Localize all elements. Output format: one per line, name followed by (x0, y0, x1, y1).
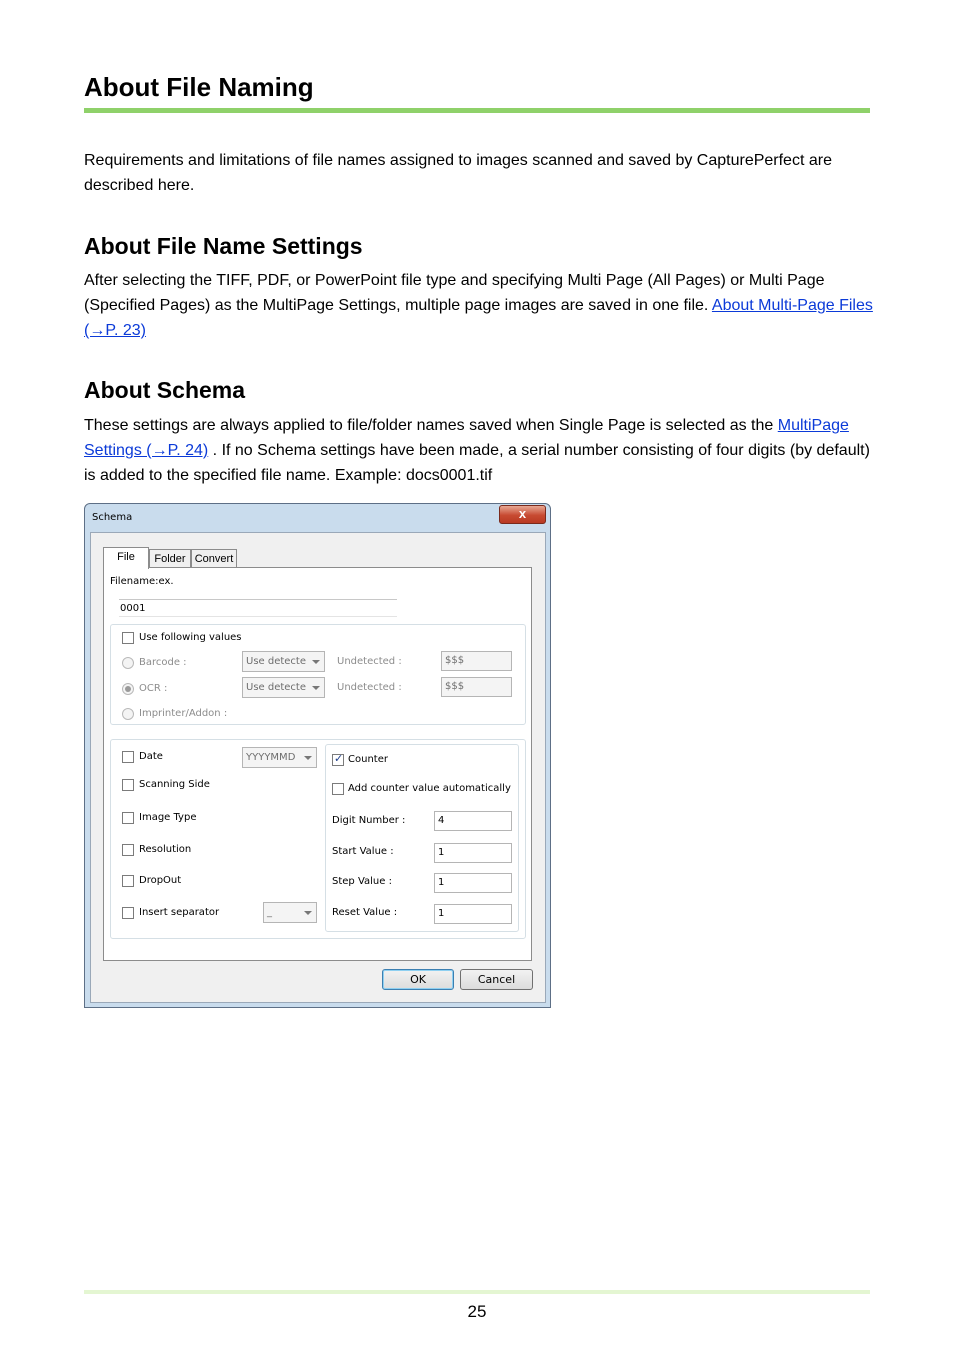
imprinter-label: Imprinter/Addon : (139, 708, 228, 719)
section-heading-about-schema: About Schema (84, 377, 246, 403)
ocr-combo[interactable] (242, 677, 325, 698)
filename-example-label: Filename:ex. (110, 576, 174, 587)
ocr-radio[interactable] (122, 683, 134, 695)
ok-button[interactable]: OK (382, 969, 454, 990)
start-value-label: Start Value : (332, 846, 394, 857)
ocr-undetected-input[interactable]: $$$ (441, 677, 512, 697)
tab-folder[interactable]: Folder (149, 549, 191, 569)
dropout-checkbox[interactable] (122, 875, 134, 887)
scanning-side-checkbox[interactable] (122, 779, 134, 791)
start-value-input[interactable]: 1 (434, 843, 512, 863)
date-checkbox[interactable] (122, 751, 134, 763)
tab-file[interactable]: File (103, 547, 149, 569)
chevron-down-icon (312, 686, 320, 690)
barcode-undetected-input[interactable]: $$$ (441, 651, 512, 671)
counter-label: Counter (348, 754, 388, 765)
file-tab-panel (103, 567, 532, 961)
scanning-side-label: Scanning Side (139, 779, 210, 790)
separator-value: _ (267, 907, 272, 918)
ocr-combo-value: Use detecte (246, 682, 307, 693)
add-counter-label: Add counter value automatically (348, 783, 511, 794)
date-label: Date (139, 751, 163, 762)
use-following-label: Use following values (139, 632, 242, 643)
separator-combo[interactable] (263, 902, 317, 923)
filename-example-value: 0001 (119, 599, 397, 617)
digit-number-input[interactable]: 4 (434, 811, 512, 831)
dialog-title: Schema (92, 512, 133, 523)
barcode-combo[interactable] (242, 651, 325, 672)
reset-value-input[interactable]: 1 (434, 904, 512, 924)
use-values-group (110, 624, 526, 725)
chevron-down-icon (304, 911, 312, 915)
barcode-undetected-label: Undetected : (337, 656, 402, 667)
name-components-group (110, 739, 526, 939)
dialog-client (90, 532, 546, 1003)
ocr-label: OCR : (139, 683, 168, 694)
footer-rule (84, 1290, 870, 1294)
date-format-combo[interactable] (242, 747, 317, 768)
image-type-label: Image Type (139, 812, 197, 823)
counter-checkbox[interactable] (332, 754, 344, 766)
barcode-combo-value: Use detecte (246, 656, 307, 667)
reset-value-label: Reset Value : (332, 907, 398, 918)
image-type-checkbox[interactable] (122, 812, 134, 824)
insert-separator-label: Insert separator (139, 907, 220, 918)
barcode-label: Barcode : (139, 657, 187, 668)
intro-paragraph: Requirements and limitations of file names assigned to images scanned and saved by CapturePerfect are described here. (84, 152, 832, 194)
insert-separator-checkbox[interactable] (122, 907, 134, 919)
counter-group (325, 744, 519, 932)
imprinter-radio[interactable] (122, 708, 134, 720)
schema-dialog (84, 503, 551, 1008)
chevron-down-icon (304, 756, 312, 760)
schema-text-after: . If no Schema settings have been made, a serial number consisting of four digits (by default) is added to the specified file name. Example: docs0001.tif (84, 442, 870, 484)
step-value-label: Step Value : (332, 876, 392, 887)
chevron-down-icon (312, 660, 320, 664)
use-following-checkbox[interactable] (122, 632, 134, 644)
title-rule (84, 108, 870, 113)
schema-text-before: These settings are always applied to file/folder names saved when Single Page is selected as the (84, 417, 774, 434)
multipage-settings-link[interactable]: MultiPage Settings (→P. 24) (84, 417, 849, 459)
resolution-checkbox[interactable] (122, 844, 134, 856)
section-heading-file-name-settings: About File Name Settings (84, 233, 363, 259)
barcode-radio[interactable] (122, 657, 134, 669)
step-value-input[interactable]: 1 (434, 873, 512, 893)
page-number: 25 (467, 1302, 487, 1321)
ocr-undetected-label: Undetected : (337, 682, 402, 693)
about-multipage-files-link[interactable]: About Multi-Page Files (→P. 23) (84, 297, 873, 339)
close-button[interactable]: x (499, 505, 546, 524)
digit-number-label: Digit Number : (332, 815, 406, 826)
add-counter-checkbox[interactable] (332, 783, 344, 795)
dropout-label: DropOut (139, 875, 182, 886)
page-title: About File Naming (84, 72, 314, 102)
file-name-settings-text: After selecting the TIFF, PDF, or PowerPoint file type and specifying Multi Page (All Pages) or Multi Page (Specified Pages) as the MultiPage Settings, multiple page images are saved in one file. (84, 272, 825, 314)
date-format-value: YYYYMMD (246, 752, 296, 763)
cancel-button[interactable]: Cancel (460, 969, 533, 990)
about-schema-paragraph (84, 413, 874, 488)
resolution-label: Resolution (139, 844, 192, 855)
file-name-settings-paragraph (84, 268, 874, 343)
tab-convert[interactable]: Convert (191, 549, 237, 569)
